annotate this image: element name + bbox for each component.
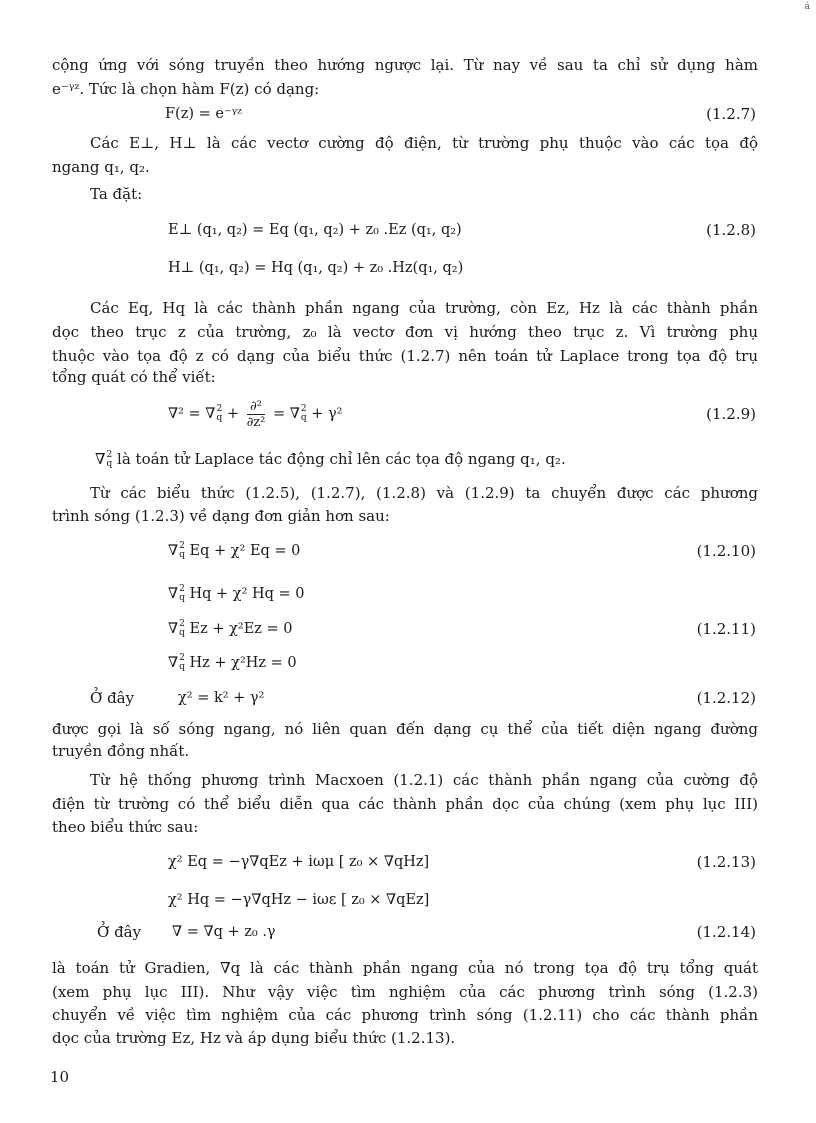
paragraph-line: ngang q₁, q₂. <box>52 158 150 176</box>
equation-number: (1.2.8) <box>706 221 756 239</box>
equation-number: (1.2.13) <box>696 853 756 871</box>
equation-1-2-13a: χ² Eq = −γ∇qEz + iωμ [ z₀ × ∇qHz] <box>168 854 430 870</box>
paragraph-line: (xem phụ lục III). Như vậy việc tìm nghiệm của các phương trình sóng (1.2.3) <box>52 983 758 1001</box>
equation-part: Ez + χ²Ez = 0 <box>189 621 293 637</box>
equation-number: (1.2.7) <box>706 105 756 123</box>
equation-part: Hq + χ² Hq = 0 <box>189 586 305 602</box>
equation-part: + <box>226 406 239 422</box>
equation-number: (1.2.9) <box>706 405 756 423</box>
equation-part: = ∇ <box>272 406 300 422</box>
paragraph-line: tổng quát có thể viết: <box>52 368 216 386</box>
equation-number: (1.2.14) <box>696 923 756 941</box>
fraction <box>247 399 266 430</box>
equation-1-2-11a: ∇ 2 q Ez + χ²Ez = 0 <box>168 619 293 638</box>
fraction-numerator: ∂² <box>247 399 266 415</box>
paragraph-line: Các Eq, Hq là các thành phần ngang của trường, còn Ez, Hz là các thành phần <box>90 299 758 317</box>
paragraph-line: là toán tử Gradien, ∇q là các thành phần ngang của nó trong tọa độ trụ tổng quát <box>52 959 758 977</box>
equation-part: Eq + χ² Eq = 0 <box>189 543 301 559</box>
equation-1-2-7: F(z) = e⁻ᵞᶻ <box>165 106 242 122</box>
paragraph-line: thuộc vào tọa độ z có dạng của biểu thức (1.2.7) nên toán tử Laplace trong tọa độ trụ <box>52 347 758 365</box>
equation-1-2-8b: H⊥ (q₁, q₂) = Hq (q₁, q₂) + z₀ .Hz(q₁, q₂) <box>168 260 464 276</box>
equation-1-2-13b: χ² Hq = −γ∇qHz − iωε [ z₀ × ∇qEz] <box>168 892 430 908</box>
equation-number: (1.2.10) <box>696 542 756 560</box>
equation-part: Hq = −γ∇qHz − iωε [ z₀ × ∇qEz] <box>187 892 430 908</box>
equation-label: Ở đây <box>90 689 135 707</box>
fraction-denominator: ∂z² <box>246 414 266 430</box>
paragraph-line: Từ các biểu thức (1.2.5), (1.2.7), (1.2.8) và (1.2.9) ta chuyển được các phương <box>90 484 758 502</box>
equation-label: Ở đây <box>97 923 142 941</box>
paragraph-line: truyền đồng nhất. <box>52 742 190 760</box>
equation-1-2-11b: ∇ 2 q Hz + χ²Hz = 0 <box>168 653 297 672</box>
corner-mark: á <box>804 2 810 12</box>
equation-1-2-10b: ∇ 2 q Hq + χ² Hq = 0 <box>168 584 305 603</box>
equation-part: + γ² <box>311 406 343 422</box>
equation-1-2-8a: E⊥ (q₁, q₂) = Eq (q₁, q₂) + z₀ .Ez (q₁, q₂) <box>168 222 462 238</box>
paragraph-line: dọc theo trục z của trường, z₀ là vectơ đơn vị hướng theo trục z. Vì trường phụ <box>52 323 758 341</box>
paragraph-line: e⁻ᵞᶻ. Tức là chọn hàm F(z) có dạng: <box>52 80 320 98</box>
paragraph-line: dọc của trường Ez, Hz và áp dụng biểu thức (1.2.13). <box>52 1029 456 1047</box>
page-number: 10 <box>50 1068 70 1086</box>
equation-number: (1.2.11) <box>696 620 756 638</box>
equation-number: (1.2.12) <box>696 689 756 707</box>
paragraph-line: được gọi là số sóng ngang, nó liên quan đến dạng cụ thể của tiết diện ngang đường <box>52 720 758 738</box>
paragraph-line: ∇ 2 q là toán tử Laplace tác động chỉ lên các tọa độ ngang q₁, q₂. <box>95 450 566 469</box>
equation-part: Eq = −γ∇qEz + iωμ [ z₀ × ∇qHz] <box>187 854 430 870</box>
paragraph-line: theo biểu thức sau: <box>52 818 199 836</box>
paragraph-line: điện từ trường có thể biểu diễn qua các thành phần dọc của chúng (xem phụ lục III) <box>52 795 758 813</box>
equation-1-2-9: ∇² = ∇ 2 q + $\frac{\text{∂²}}{\text{∂z²}}$ = ∇ 2 q + γ² <box>168 398 343 430</box>
equation-part: Hz + χ²Hz = 0 <box>189 655 297 671</box>
paragraph-line: chuyển về việc tìm nghiệm của các phương trình sóng (1.2.11) cho các thành phần <box>52 1006 758 1024</box>
paragraph-line: Các E⊥, H⊥ là các vectơ cường độ điện, từ trường phụ thuộc vào các tọa độ <box>90 134 758 152</box>
paragraph-line: Từ hệ thống phương trình Macxoen (1.2.1) các thành phần ngang của cường độ <box>90 771 758 789</box>
equation-1-2-10a: ∇ 2 q Eq + χ² Eq = 0 <box>168 541 301 560</box>
equation-1-2-14: ∇ = ∇q + z₀ .γ <box>172 924 276 940</box>
paragraph-line: Ta đặt: <box>90 185 143 203</box>
paragraph-line: cộng ứng với sóng truyền theo hướng ngược lại. Từ nay về sau ta chỉ sử dụng hàm <box>52 56 758 74</box>
equation-1-2-12: χ² = k² + γ² <box>178 690 265 706</box>
equation-part: ∇² = ∇ <box>168 406 216 422</box>
paragraph-text: là toán tử Laplace tác động chỉ lên các tọa độ ngang q₁, q₂. <box>117 450 566 468</box>
paragraph-line: trình sóng (1.2.3) về dạng đơn giản hơn sau: <box>52 507 390 525</box>
